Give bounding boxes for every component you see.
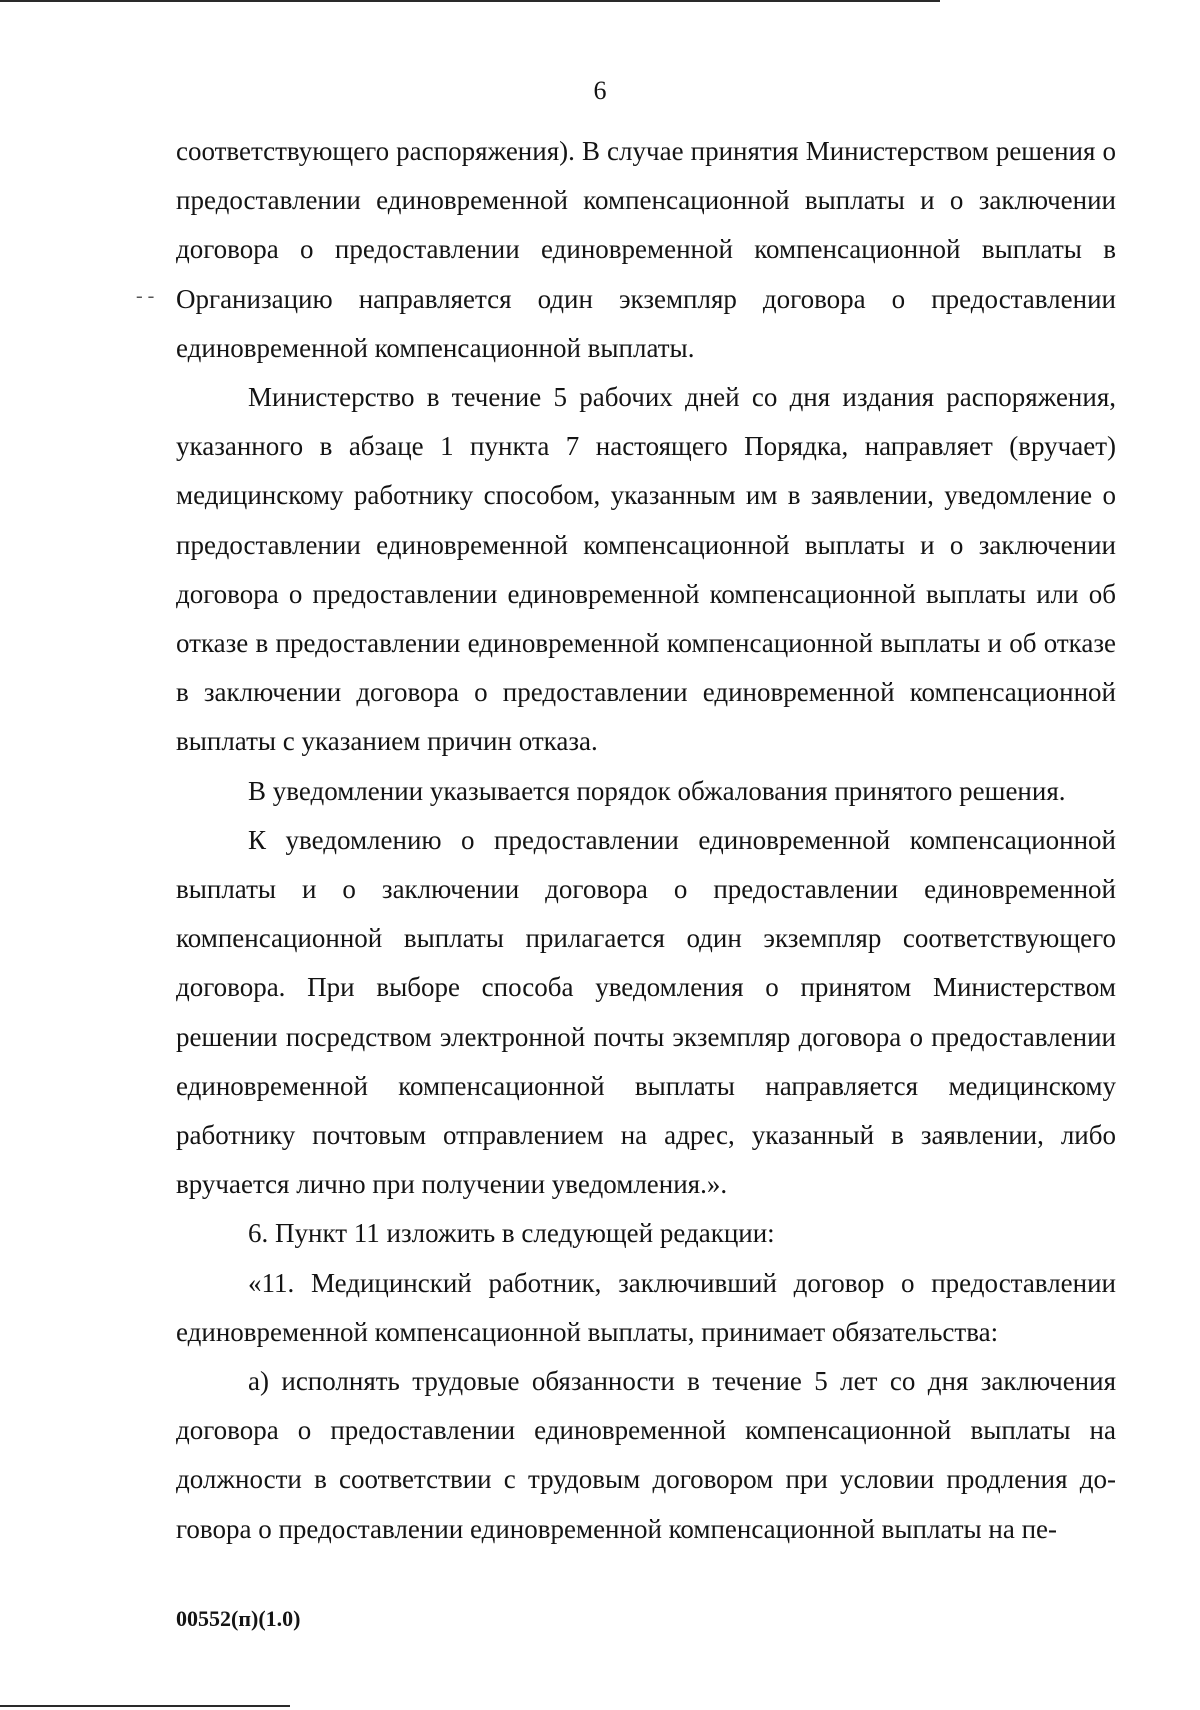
paragraph-clause-11-heading: 6. Пункт 11 изложить в следующей редакции: [248,1218,775,1249]
document-body [176,127,1116,1554]
paragraph-notification-term: Министерство в течение 5 рабочих дней со дня издания распоряжения, указанного в абзаце 1 пункта 7 настоящего Порядка, направляет (вручает) медицинскому работнику способом, указанным им в заявлении, уведомление о предоставлении единовременной компенсационной выплаты и о заключении договора о предоставлении единовременной компенсационной выплаты или об отказе в предоставлении единовременной компенсационной выплаты и об отказе в заключении договора о предоставлении единовременной компенсационной выплаты с указанием причин отказа. [176,382,1116,757]
margin-mark: - - [136,285,155,307]
document-code: 00552(п)(1.0) [176,1606,301,1631]
paragraph-appeal-procedure: В уведомлении указывается порядок обжалования принятого решения. [248,775,1066,806]
paragraph-clause-11-item-a: а) исполнять трудовые обязанности в течение 5 лет со дня заключения договора о предоставлении единовременной компенсационной выплаты на должности в соответствии с трудовым договором при условии продления договора о предоставлении единовременной компенсационной выплаты на пе- [176,1366,1116,1544]
page-number: 6 [593,76,607,105]
paragraph-clause-11-text: «11. Медицинский работник, заключивший договор о предоставлении единовременной компенсационной выплаты, принимает обязательства: [176,1267,1116,1347]
scan-edge-top [0,0,940,2]
paragraph-contract-attachment: К уведомлению о предоставлении единовременной компенсационной выплаты и о заключении договора о предоставлении единовременной компенсационной выплаты прилагается один экземпляр соответствующего договора. При выборе способа уведомления о принятом Министерством решении посредством электронной почты экземпляр договора о предоставлении единовременной компенсационной выплаты направляется медицинскому работнику почтовым отправлением на адрес, указанный в заявлении, либо вручается лично при получении уведомления.». [176,824,1116,1200]
scan-edge-bottom [0,1705,290,1707]
paragraph-continuation: соответствующего распоряжения). В случае принятия Министерством решения о предоставлении единовременной компенсационной выплаты и о заключении договора о предоставлении единовременной компенсационной выплаты в Организацию направляется один экземпляр договора о предоставлении единовременной компенсационной выплаты. [176,136,1116,363]
